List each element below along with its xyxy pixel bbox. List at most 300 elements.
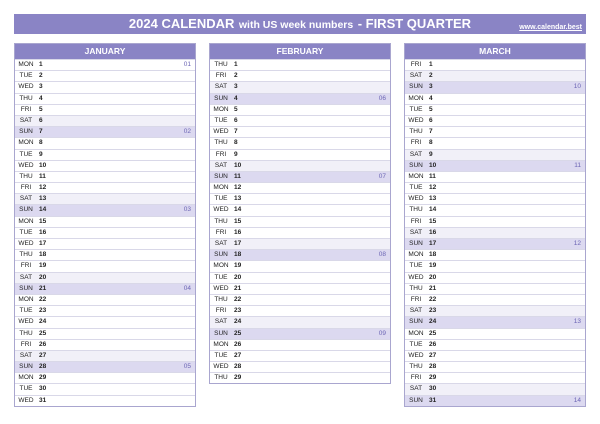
weekday-label: SAT	[409, 72, 423, 80]
day-number: 20	[429, 273, 437, 281]
day-number: 31	[39, 396, 47, 404]
weekday-label: WED	[213, 206, 229, 214]
day-row	[210, 193, 390, 204]
weekday-label: TUE	[214, 116, 228, 124]
weekday-label: TUE	[19, 228, 33, 236]
day-number: 17	[234, 240, 242, 247]
weekday-label: SUN	[409, 240, 423, 247]
day-number: 30	[429, 385, 437, 393]
day-row	[405, 137, 585, 148]
weekday-label: THU	[409, 206, 423, 214]
day-number: 14	[429, 206, 437, 214]
weekday-label: FRI	[215, 307, 227, 315]
day-row	[405, 182, 585, 193]
day-row	[405, 227, 585, 238]
weekday-label: SUN	[409, 318, 423, 326]
day-number: 15	[429, 217, 437, 225]
day-row	[15, 137, 195, 148]
day-number: 9	[39, 150, 43, 158]
day-row	[210, 70, 390, 81]
title-quarter: - FIRST QUARTER	[357, 16, 472, 31]
day-number: 19	[39, 262, 47, 270]
weekday-label: SUN	[409, 161, 423, 169]
day-number: 6	[429, 116, 433, 124]
day-row	[15, 383, 195, 394]
day-row	[15, 361, 195, 372]
weekday-label: TUE	[214, 195, 228, 203]
day-row	[15, 171, 195, 182]
day-number: 5	[429, 105, 433, 113]
weekday-label: WED	[408, 195, 424, 203]
day-row	[210, 81, 390, 92]
weekday-label: SAT	[19, 273, 33, 281]
weekday-label: SUN	[19, 128, 33, 136]
day-number: 15	[39, 217, 47, 225]
weekday-label: SAT	[19, 351, 33, 359]
weekday-label: FRI	[215, 228, 227, 236]
day-row	[15, 59, 195, 70]
day-row	[15, 260, 195, 271]
day-number: 22	[39, 295, 47, 303]
day-row	[210, 160, 390, 171]
weekday-label: SAT	[214, 240, 228, 247]
weekday-label: TUE	[409, 184, 423, 192]
weekday-label: TUE	[19, 72, 33, 80]
weekday-label: MON	[213, 105, 229, 113]
week-number: 14	[573, 396, 581, 404]
weekday-label: TUE	[19, 307, 33, 315]
day-number: 22	[429, 295, 437, 303]
weekday-label: WED	[18, 240, 34, 247]
day-row	[210, 283, 390, 294]
day-number: 29	[234, 374, 242, 382]
day-row	[405, 283, 585, 294]
weekday-label: MON	[213, 340, 229, 348]
day-number: 6	[39, 116, 43, 124]
title-bar	[14, 14, 586, 34]
day-number: 2	[429, 72, 433, 80]
day-number: 31	[429, 396, 437, 404]
weekday-label: SUN	[214, 94, 228, 102]
weekday-label: TUE	[409, 340, 423, 348]
day-number: 23	[234, 307, 242, 315]
weekday-label: MON	[18, 217, 34, 225]
weekday-label: THU	[214, 61, 228, 68]
week-number: 13	[573, 318, 581, 326]
day-number: 9	[234, 150, 238, 158]
day-row	[15, 294, 195, 305]
day-row	[405, 350, 585, 361]
weekday-label: THU	[409, 128, 423, 136]
day-number: 28	[234, 363, 242, 371]
day-row	[15, 328, 195, 339]
weekday-label: WED	[18, 318, 34, 326]
day-number: 8	[234, 139, 238, 147]
weekday-label: MON	[18, 295, 34, 303]
weekday-label: SAT	[214, 161, 228, 169]
weekday-label: MON	[213, 184, 229, 192]
day-row	[210, 328, 390, 339]
weekday-label: SAT	[19, 195, 33, 203]
title-subtitle: with US week numbers	[238, 19, 354, 31]
day-row	[15, 283, 195, 294]
day-number: 1	[429, 61, 433, 68]
day-row	[405, 216, 585, 227]
day-number: 26	[39, 340, 47, 348]
day-number: 15	[234, 217, 242, 225]
day-number: 23	[39, 307, 47, 315]
weekday-label: THU	[214, 217, 228, 225]
day-row	[405, 316, 585, 327]
day-row	[210, 216, 390, 227]
day-number: 6	[234, 116, 238, 124]
day-row	[210, 104, 390, 115]
day-row	[15, 81, 195, 92]
day-number: 12	[429, 184, 437, 192]
day-row	[15, 149, 195, 160]
day-row	[15, 193, 195, 204]
week-number: 04	[183, 284, 191, 292]
day-row	[405, 260, 585, 271]
day-number: 13	[234, 195, 242, 203]
day-number: 10	[234, 161, 242, 169]
weekday-label: WED	[408, 351, 424, 359]
weekday-label: FRI	[20, 262, 32, 270]
day-number: 26	[234, 340, 242, 348]
day-row	[210, 339, 390, 350]
day-row	[15, 305, 195, 316]
day-number: 18	[39, 251, 47, 259]
day-number: 5	[234, 105, 238, 113]
day-row	[15, 93, 195, 104]
weekday-label: SAT	[214, 83, 228, 91]
day-row	[15, 316, 195, 327]
month-header: JANUARY	[15, 44, 195, 59]
day-row	[210, 272, 390, 283]
weekday-label: FRI	[410, 295, 422, 303]
day-number: 16	[429, 228, 437, 236]
day-number: 4	[234, 94, 238, 102]
day-row	[210, 372, 390, 383]
week-number: 03	[183, 206, 191, 214]
day-row	[405, 70, 585, 81]
day-number: 13	[39, 195, 47, 203]
day-number: 7	[429, 128, 433, 136]
day-number: 27	[39, 351, 47, 359]
weekday-label: TUE	[19, 150, 33, 158]
day-row	[210, 204, 390, 215]
weekday-label: TUE	[409, 262, 423, 270]
weekday-label: TUE	[409, 105, 423, 113]
day-number: 18	[234, 251, 242, 259]
day-number: 24	[429, 318, 437, 326]
day-number: 16	[234, 228, 242, 236]
day-row	[15, 395, 195, 406]
day-row	[210, 137, 390, 148]
weekday-label: FRI	[410, 139, 422, 147]
weekday-label: THU	[409, 363, 423, 371]
day-row	[405, 160, 585, 171]
day-number: 4	[39, 94, 43, 102]
week-number: 09	[378, 329, 386, 337]
day-number: 17	[429, 240, 437, 247]
day-number: 12	[234, 184, 242, 192]
weekday-label: SAT	[214, 318, 228, 326]
day-row	[405, 193, 585, 204]
month-header: FEBRUARY	[210, 44, 390, 59]
week-number: 01	[183, 61, 191, 68]
month-march	[404, 43, 586, 407]
day-row	[405, 115, 585, 126]
day-row	[405, 294, 585, 305]
weekday-label: THU	[19, 251, 33, 259]
day-number: 10	[429, 161, 437, 169]
day-row	[210, 316, 390, 327]
day-row	[210, 126, 390, 137]
day-row	[405, 372, 585, 383]
day-row	[405, 93, 585, 104]
day-number: 3	[234, 83, 238, 91]
day-number: 11	[234, 172, 241, 180]
weekday-label: SUN	[19, 363, 33, 371]
day-list	[405, 59, 585, 406]
weekday-label: TUE	[214, 351, 228, 359]
weekday-label: WED	[408, 116, 424, 124]
weekday-label: THU	[409, 284, 423, 292]
weekday-label: FRI	[20, 105, 32, 113]
day-row	[210, 260, 390, 271]
weekday-label: MON	[213, 262, 229, 270]
day-number: 29	[429, 374, 437, 382]
day-number: 8	[39, 139, 43, 147]
weekday-label: FRI	[215, 72, 227, 80]
weekday-label: FRI	[215, 150, 227, 158]
day-row	[15, 70, 195, 81]
day-row	[405, 249, 585, 260]
day-row	[210, 182, 390, 193]
day-row	[405, 126, 585, 137]
day-row	[15, 272, 195, 283]
day-number: 19	[429, 262, 437, 270]
weekday-label: MON	[408, 94, 424, 102]
weekday-label: FRI	[410, 217, 422, 225]
day-number: 12	[39, 184, 47, 192]
weekday-label: WED	[18, 83, 34, 91]
weekday-label: WED	[213, 284, 229, 292]
day-row	[405, 272, 585, 283]
day-row	[210, 294, 390, 305]
day-number: 25	[39, 329, 47, 337]
day-row	[210, 227, 390, 238]
day-row	[210, 59, 390, 70]
weekday-label: SAT	[409, 150, 423, 158]
day-number: 16	[39, 228, 47, 236]
day-number: 23	[429, 307, 437, 315]
day-number: 30	[39, 385, 47, 393]
day-row	[405, 383, 585, 394]
day-number: 4	[429, 94, 433, 102]
weekday-label: THU	[214, 139, 228, 147]
day-number: 13	[429, 195, 437, 203]
day-row	[15, 115, 195, 126]
day-row	[15, 238, 195, 249]
day-number: 21	[39, 284, 47, 292]
day-list	[210, 59, 390, 383]
day-number: 2	[234, 72, 238, 80]
day-number: 25	[429, 329, 437, 337]
month-header: MARCH	[405, 44, 585, 59]
day-number: 21	[234, 284, 242, 292]
weekday-label: TUE	[19, 385, 33, 393]
day-row	[15, 350, 195, 361]
weekday-label: SAT	[409, 228, 423, 236]
day-row	[210, 305, 390, 316]
day-number: 20	[234, 273, 242, 281]
day-number: 19	[234, 262, 242, 270]
day-number: 11	[39, 172, 46, 180]
day-number: 29	[39, 374, 47, 382]
title-main: 2024 CALENDAR	[128, 16, 235, 31]
day-number: 5	[39, 105, 43, 113]
page-title	[14, 14, 586, 35]
day-number: 7	[234, 128, 238, 136]
day-number: 18	[429, 251, 437, 259]
day-row	[210, 350, 390, 361]
day-row	[405, 238, 585, 249]
week-number: 02	[183, 128, 191, 136]
day-row	[15, 216, 195, 227]
day-row	[405, 204, 585, 215]
day-number: 27	[234, 351, 242, 359]
day-number: 3	[429, 83, 433, 91]
weekday-label: FRI	[410, 61, 422, 68]
weekday-label: MON	[408, 172, 424, 180]
day-row	[405, 395, 585, 406]
day-list	[15, 59, 195, 406]
day-row	[15, 339, 195, 350]
day-row	[405, 305, 585, 316]
weekday-label: THU	[19, 329, 33, 337]
month-january	[14, 43, 196, 407]
day-row	[15, 204, 195, 215]
weekday-label: MON	[18, 374, 34, 382]
weekday-label: MON	[18, 139, 34, 147]
day-row	[210, 149, 390, 160]
weekday-label: MON	[408, 329, 424, 337]
day-number: 9	[429, 150, 433, 158]
weekday-label: WED	[18, 396, 34, 404]
day-row	[405, 59, 585, 70]
month-february	[209, 43, 391, 384]
weekday-label: WED	[213, 363, 229, 371]
weekday-label: SUN	[19, 284, 33, 292]
day-row	[405, 361, 585, 372]
weekday-label: SUN	[214, 251, 228, 259]
weekday-label: MON	[408, 251, 424, 259]
weekday-label: SUN	[214, 172, 228, 180]
weekday-label: THU	[214, 374, 228, 382]
day-row	[405, 104, 585, 115]
day-row	[15, 227, 195, 238]
day-row	[405, 81, 585, 92]
weekday-label: FRI	[410, 374, 422, 382]
day-number: 24	[39, 318, 47, 326]
week-number: 07	[378, 172, 386, 180]
day-number: 7	[39, 128, 43, 136]
day-row	[405, 339, 585, 350]
day-row	[210, 171, 390, 182]
day-number: 3	[39, 83, 43, 91]
day-row	[210, 249, 390, 260]
day-row	[210, 238, 390, 249]
weekday-label: MON	[18, 61, 34, 68]
day-number: 20	[39, 273, 47, 281]
week-number: 06	[378, 94, 386, 102]
day-row	[15, 104, 195, 115]
weekday-label: SUN	[409, 83, 423, 91]
day-row	[210, 361, 390, 372]
day-row	[15, 160, 195, 171]
weekday-label: WED	[213, 128, 229, 136]
day-row	[405, 149, 585, 160]
day-number: 1	[39, 61, 43, 68]
website-link[interactable]: www.calendar.best	[519, 24, 582, 31]
weekday-label: SAT	[409, 307, 423, 315]
day-number: 28	[429, 363, 437, 371]
day-number: 28	[39, 363, 47, 371]
day-row	[210, 93, 390, 104]
weekday-label: WED	[408, 273, 424, 281]
day-row	[15, 249, 195, 260]
day-row	[405, 328, 585, 339]
weekday-label: THU	[214, 295, 228, 303]
day-row	[210, 115, 390, 126]
weekday-label: FRI	[20, 340, 32, 348]
day-number: 22	[234, 295, 242, 303]
day-number: 10	[39, 161, 47, 169]
week-number: 08	[378, 251, 386, 259]
week-number: 05	[183, 363, 191, 371]
week-number: 12	[573, 240, 581, 247]
day-number: 11	[429, 172, 436, 180]
weekday-label: SUN	[19, 206, 33, 214]
day-number: 27	[429, 351, 437, 359]
day-row	[15, 372, 195, 383]
weekday-label: TUE	[214, 273, 228, 281]
weekday-label: THU	[19, 94, 33, 102]
weekday-label: SAT	[409, 385, 423, 393]
day-row	[15, 126, 195, 137]
weekday-label: WED	[18, 161, 34, 169]
day-number: 2	[39, 72, 43, 80]
day-number: 21	[429, 284, 437, 292]
weekday-label: SUN	[214, 329, 228, 337]
day-number: 1	[234, 61, 238, 68]
week-number: 11	[574, 161, 581, 169]
day-number: 14	[39, 206, 47, 214]
day-number: 26	[429, 340, 437, 348]
day-number: 8	[429, 139, 433, 147]
day-number: 17	[39, 240, 47, 247]
week-number: 10	[573, 83, 581, 91]
day-number: 14	[234, 206, 242, 214]
day-number: 24	[234, 318, 242, 326]
weekday-label: SAT	[19, 116, 33, 124]
day-number: 25	[234, 329, 242, 337]
weekday-label: SUN	[409, 396, 423, 404]
weekday-label: THU	[19, 172, 33, 180]
day-row	[15, 182, 195, 193]
